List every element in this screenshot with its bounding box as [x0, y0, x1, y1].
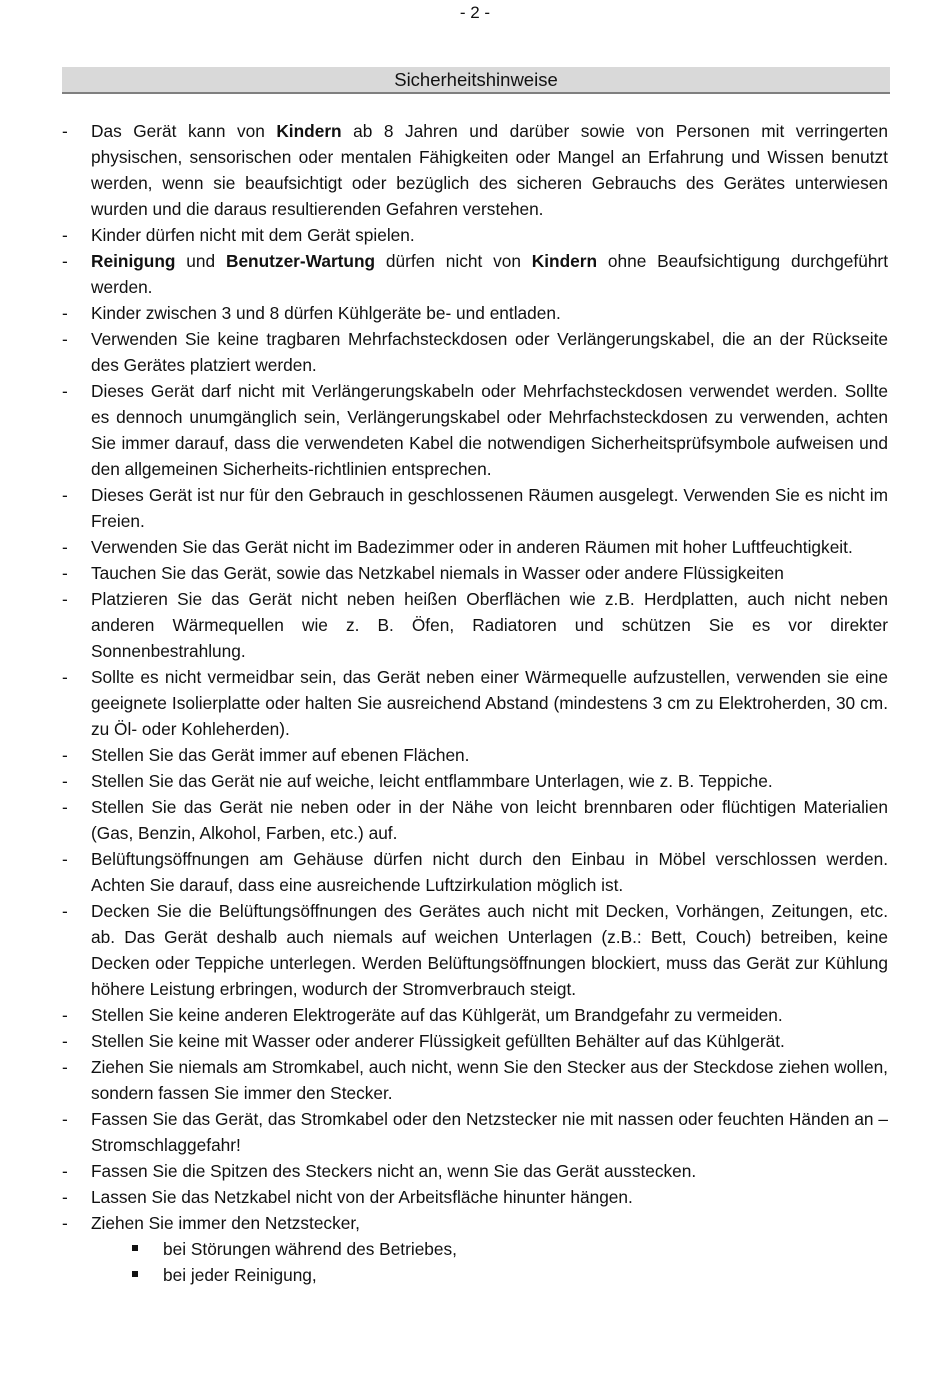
text-run: dürfen nicht von [375, 251, 532, 271]
list-item [62, 300, 888, 326]
text-run: und [175, 251, 226, 271]
list-item [62, 1002, 888, 1028]
dash-marker: - [62, 485, 68, 505]
text-run: ab 8 Jahren und darüber sowie von Personen mit verringerten physischen, sensorischen oder mentalen Fähigkeiten oder Mangel an Erfahrung und Wissen benutzt werden, wenn sie beaufsichtigt oder bezüglich des sicheren Gebrauchs des Gerätes unterwiesen wurden und die daraus resultierenden Gefahren verstehen. [91, 121, 888, 219]
list-item-text [91, 1005, 783, 1025]
text-run: Kinder dürfen nicht mit dem Gerät spielen. [91, 225, 415, 245]
text-run: Stellen Sie keine anderen Elektrogeräte auf das Kühlgerät, um Brandgefahr zu vermeiden. [91, 1005, 783, 1025]
list-item-text [91, 1031, 785, 1051]
dash-marker: - [62, 745, 68, 765]
list-item [62, 378, 888, 482]
section-title: Sicherheitshinweise [394, 69, 558, 90]
text-run: Das Gerät kann von [91, 121, 277, 141]
list-item-text [91, 667, 888, 739]
dash-marker: - [62, 225, 68, 245]
list-item-text [91, 1109, 888, 1155]
dash-marker: - [62, 563, 68, 583]
dash-marker: - [62, 1187, 68, 1207]
page-number: - 2 - [459, 3, 491, 22]
text-run: Stellen Sie das Gerät nie auf weiche, leicht entflammbare Unterlagen, wie z. B. Teppiche. [91, 771, 773, 791]
sub-list-item [91, 1236, 888, 1262]
list-item-text [91, 1057, 888, 1103]
list-item [62, 898, 888, 1002]
list-item-text [91, 771, 773, 791]
dash-marker: - [62, 329, 68, 349]
list-item [62, 1184, 888, 1210]
square-bullet-icon [132, 1245, 138, 1251]
list-item [62, 248, 888, 300]
list-item [62, 1210, 888, 1288]
section-header [62, 67, 890, 94]
list-item [62, 768, 888, 794]
square-bullet-icon [132, 1271, 138, 1277]
dash-marker: - [62, 771, 68, 791]
dash-marker: - [62, 589, 68, 609]
list-item [62, 846, 888, 898]
dash-marker: - [62, 1057, 68, 1077]
list-item-text [91, 1213, 360, 1233]
dash-marker: - [62, 537, 68, 557]
text-run: ohne Beaufsichtigung durchgeführt werden. [91, 251, 888, 297]
list-item-text [91, 1161, 696, 1181]
list-item-text [91, 589, 888, 661]
dash-marker: - [62, 381, 68, 401]
text-run: Stellen Sie keine mit Wasser oder anderer Flüssigkeit gefüllten Behälter auf das Kühlgerät. [91, 1031, 785, 1051]
list-item-text [91, 901, 888, 999]
emphasis-text: Benutzer-Wartung [225, 251, 376, 271]
list-item [62, 1158, 888, 1184]
list-item [62, 664, 888, 742]
list-item [62, 118, 888, 222]
text-run: Decken Sie die Belüftungsöffnungen des Gerätes auch nicht mit Decken, Vorhängen, Zeitungen, etc. ab. Das Gerät deshalb auch niemals auf weichen Unterlagen (z.B.: Bett, Couch) betreiben, keine Decken oder Teppiche unterlegen. Werden Belüftungsöffnungen blockiert, muss das Gerät zur Kühlung höhere Leistung erbringen, wodurch der Stromverbrauch steigt. [91, 901, 888, 999]
text-run: Fassen Sie die Spitzen des Steckers nicht an, wenn Sie das Gerät ausstecken. [91, 1161, 697, 1181]
text-run: Belüftungsöffnungen am Gehäuse dürfen nicht durch den Einbau in Möbel verschlossen werden. Achten Sie darauf, dass eine ausreichende Luftzirkulation möglich ist. [91, 849, 888, 895]
dash-marker: - [62, 901, 68, 921]
text-run: Dieses Gerät ist nur für den Gebrauch in geschlossenen Räumen ausgelegt. Verwenden Sie es nicht im Freien. [91, 485, 888, 531]
text-run: Lassen Sie das Netzkabel nicht von der Arbeitsfläche hinunter hängen. [91, 1187, 633, 1207]
dash-marker: - [62, 1213, 68, 1233]
text-run: Ziehen Sie immer den Netzstecker, [91, 1213, 360, 1233]
list-item-text [91, 251, 888, 297]
dash-marker: - [62, 1109, 68, 1129]
safety-instructions-list [62, 118, 888, 1288]
list-item [62, 534, 888, 560]
sub-list [91, 1236, 888, 1288]
list-item-text [91, 1187, 633, 1207]
emphasis-text: Kindern [276, 121, 342, 141]
text-run: Platzieren Sie das Gerät nicht neben heißen Oberflächen wie z.B. Herdplatten, auch nicht neben anderen Wärmequellen wie z. B. Öfen, Radiatoren und schützen Sie es vor direkter Sonnenbestrahlung. [91, 589, 888, 661]
text-run: Kinder zwischen 3 und 8 dürfen Kühlgeräte be- und entladen. [91, 303, 561, 323]
text-run: Verwenden Sie keine tragbaren Mehrfachsteckdosen oder Verlängerungskabel, die an der Rückseite des Gerätes platziert werden. [91, 329, 888, 375]
list-item-text [91, 225, 415, 245]
list-item [62, 482, 888, 534]
text-run: Sollte es nicht vermeidbar sein, das Gerät neben einer Wärmequelle aufzustellen, verwenden sie eine geeignete Isolierplatte oder halten Sie ausreichend Abstand (mindestens 3 cm zu Elektroherden, 30 cm. zu Öl- oder Kohleherden). [91, 667, 888, 739]
list-item-text [91, 329, 888, 375]
list-item [62, 1028, 888, 1054]
list-item [62, 794, 888, 846]
list-item [62, 222, 888, 248]
dash-marker: - [62, 667, 68, 687]
sub-list-item [91, 1262, 888, 1288]
list-item-text [91, 485, 888, 531]
dash-marker: - [62, 303, 68, 323]
list-item-text [91, 745, 469, 765]
emphasis-text: Kindern [531, 251, 598, 271]
list-item-text [91, 381, 888, 479]
emphasis-text: Reinigung [91, 251, 176, 271]
list-item [62, 1106, 888, 1158]
list-item-text [91, 537, 853, 557]
list-item [62, 560, 888, 586]
dash-marker: - [62, 1005, 68, 1025]
dash-marker: - [62, 849, 68, 869]
list-item-text [91, 303, 561, 323]
dash-marker: - [62, 797, 68, 817]
dash-marker: - [62, 1031, 68, 1051]
list-item-text [91, 563, 784, 583]
text-run: Ziehen Sie niemals am Stromkabel, auch nicht, wenn Sie den Stecker aus der Steckdose ziehen wollen, sondern fassen Sie immer den Stecker. [91, 1057, 888, 1103]
list-item [62, 1054, 888, 1106]
sub-list-item-text: bei jeder Reinigung, [163, 1265, 317, 1285]
dash-marker: - [62, 1161, 68, 1181]
list-item-text [91, 849, 888, 895]
text-run: Verwenden Sie das Gerät nicht im Badezimmer oder in anderen Räumen mit hoher Luftfeuchtigkeit. [91, 537, 853, 557]
text-run: Fassen Sie das Gerät, das Stromkabel oder den Netzstecker nie mit nassen oder feuchten Händen an – Stromschlaggefahr! [91, 1109, 888, 1155]
text-run: Stellen Sie das Gerät nie neben oder in der Nähe von leicht brennbaren oder flüchtigen Materialien (Gas, Benzin, Alkohol, Farben, etc.) auf. [91, 797, 888, 843]
list-item [62, 742, 888, 768]
sub-list-item-text: bei Störungen während des Betriebes, [163, 1239, 457, 1259]
list-item-text [91, 121, 888, 219]
list-item [62, 326, 888, 378]
dash-marker: - [62, 251, 68, 271]
text-run: Stellen Sie das Gerät immer auf ebenen Flächen. [91, 745, 470, 765]
dash-marker: - [62, 121, 68, 141]
list-item-text [91, 797, 888, 843]
list-item [62, 586, 888, 664]
text-run: Tauchen Sie das Gerät, sowie das Netzkabel niemals in Wasser oder andere Flüssigkeiten [91, 563, 784, 583]
text-run: Dieses Gerät darf nicht mit Verlängerungskabeln oder Mehrfachsteckdosen verwendet werden. Sollte es dennoch unumgänglich sein, Verlängerungskabel oder Mehrfachsteckdosen zu verwenden, achten Sie immer darauf, dass die verwendeten Kabel die notwendigen Sicherheitsprüfsymbole aufweisen und den allgemeinen Sicherheits-richtlinien entsprechen. [91, 381, 888, 479]
